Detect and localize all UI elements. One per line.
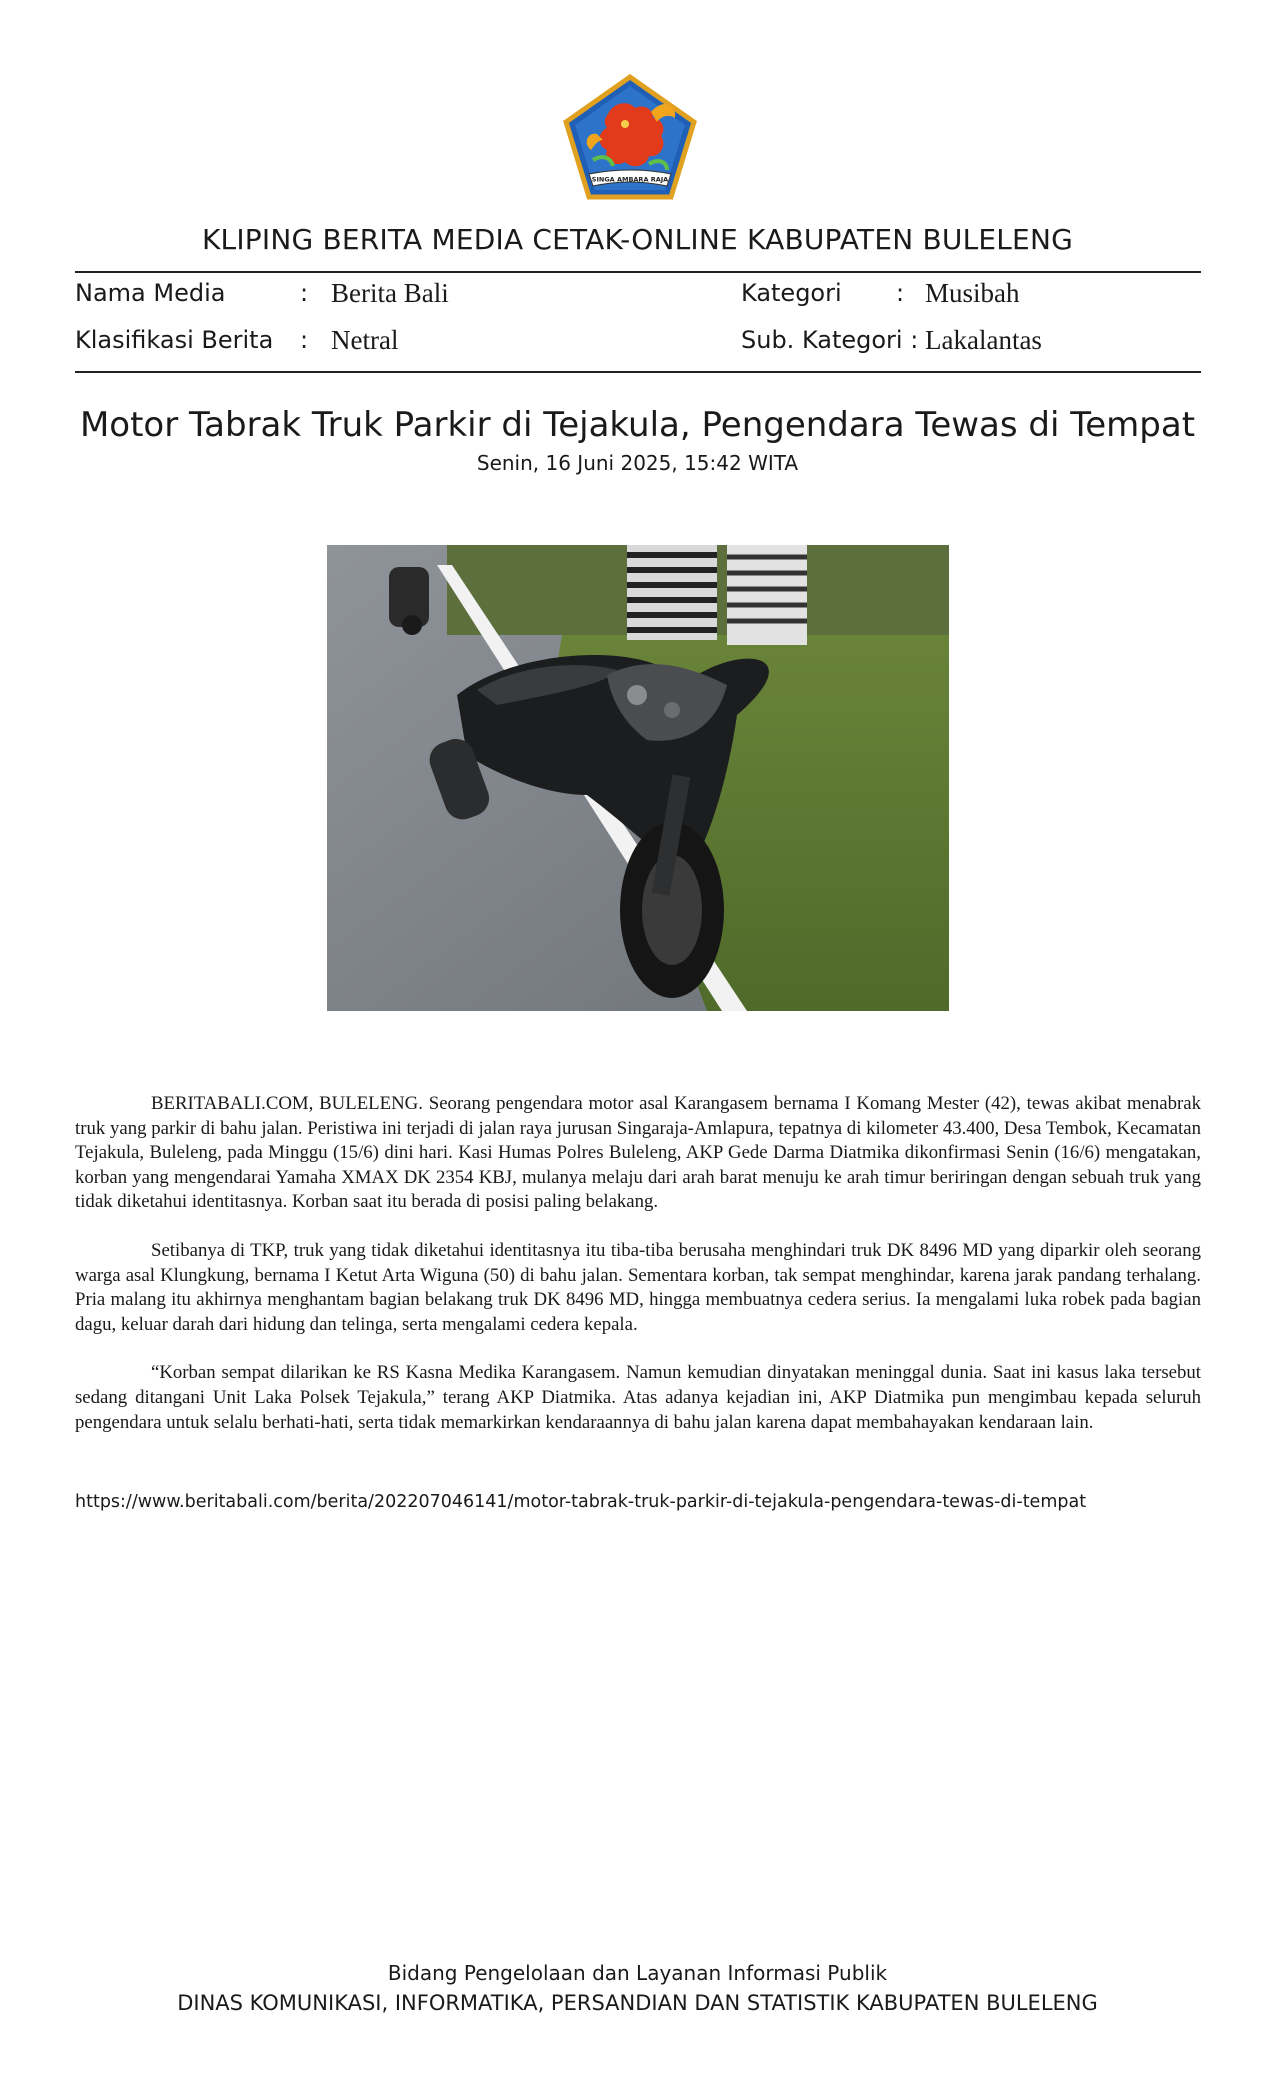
clipping-header-title: KLIPING BERITA MEDIA CETAK-ONLINE KABUPATEN BULELENG [201,223,1073,256]
article-body [75,1092,1201,1459]
regency-crest-logo [563,74,697,200]
article-date: Senin, 16 Juni 2025, 15:42 WITA [476,451,799,475]
media-value: Berita Bali [331,278,449,308]
klasifikasi-separator: : [300,326,309,354]
kategori-separator: : [896,279,905,307]
klasifikasi-value: Netral [331,325,399,355]
footer-agency: DINAS KOMUNIKASI, INFORMATIKA, PERSANDIAN DAN STATISTIK KABUPATEN BULELENG [177,1991,1098,2015]
header-divider-bottom [75,371,1201,373]
media-separator: : [300,279,309,307]
media-label: Nama Media [75,279,226,307]
klasifikasi-label: Klasifikasi Berita [75,326,274,354]
crashed-scooter-photo [327,545,949,1011]
header-divider-top [75,271,1201,273]
regency-crest-icon [563,74,697,200]
footer-division: Bidang Pengelolaan dan Layanan Informasi Publik [387,1961,888,1985]
kategori-label: Kategori [741,279,842,307]
subkategori-value: Lakalantas [925,325,1042,355]
crest-motto: SINGA AMBARA RAJA [591,175,669,184]
article-photo [327,545,949,1011]
subkategori-label: Sub. Kategori : [741,326,919,354]
article-title: Motor Tabrak Truk Parkir di Tejakula, Pengendara Tewas di Tempat [79,405,1196,445]
source-url-link[interactable]: https://www.beritabali.com/berita/202207046141/motor-tabrak-truk-parkir-di-tejakula-pengendara-tewas-di-tempat [75,1492,1087,1512]
article-paragraph: “Korban sempat dilarikan ke RS Kasna Medika Karangasem. Namun kemudian dinyatakan meninggal dunia. Saat ini kasus laka tersebut sedang ditangani Unit Laka Polsek Tejakula,” terang AKP Diatmika. Atas adanya kejadian ini, AKP Diatmika pun mengimbau kepada seluruh pengendara untuk selalu berhati-hati, serta tidak memarkirkan kendaraannya di bahu jalan karena dapat membahayakan kendaraan lain. [75,1362,1201,1433]
kategori-value: Musibah [925,278,1020,308]
article-paragraph: Setibanya di TKP, truk yang tidak diketahui identitasnya itu tiba-tiba berusaha menghindari truk DK 8496 MD yang diparkir oleh seorang warga asal Klungkung, bernama I Ketut Arta Wiguna (50) di bahu jalan. Sementara korban, tak sempat menghindar, karena jarak pandang terhalang. Pria malang itu akhirnya menghantam bagian belakang truk DK 8496 MD, hingga membuatnya cedera serius. Ia mengalami luka robek pada bagian dagu, keluar darah dari hidung dan telinga, serta mengalami cedera kepala. [75,1239,1201,1335]
article-paragraph: BERITABALI.COM, BULELENG. Seorang pengendara motor asal Karangasem bernama I Komang Mester (42), tewas akibat menabrak truk yang parkir di bahu jalan. Peristiwa ini terjadi di jalan raya jurusan Singaraja-Amlapura, tepatnya di kilometer 43.400, Desa Tembok, Kecamatan Tejakula, Buleleng, pada Minggu (15/6) dini hari. Kasi Humas Polres Buleleng, AKP Gede Darma Diatmika dikonfirmasi Senin (16/6) mengatakan, korban yang mengendarai Yamaha XMAX DK 2354 KBJ, mulanya melaju dari arah barat menuju ke arah timur beriringan dengan sebuah truk yang tidak diketahui identitasnya. Korban saat itu berada di posisi paling belakang. [75,1093,1201,1213]
